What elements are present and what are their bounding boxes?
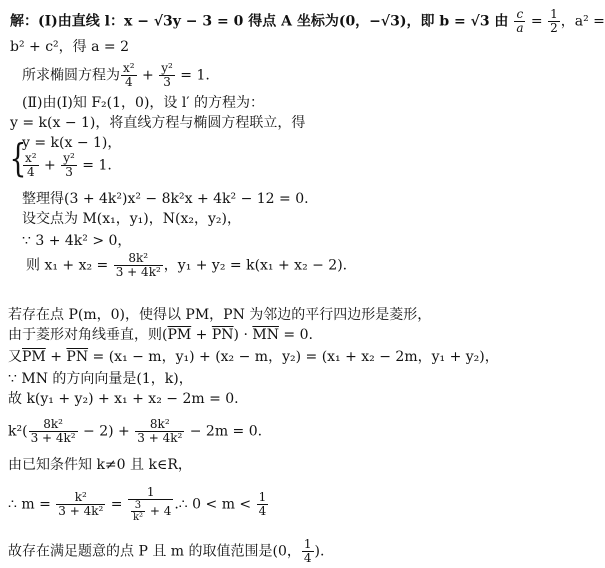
text: = (x₁ − m，y₁) + (x₂ − m，y₂) = (x₁ + x₂ − 2m，y₁ + y₂)， [88, 349, 499, 365]
text: + [45, 349, 67, 365]
text: + [39, 157, 61, 174]
text: = 0. [278, 327, 313, 343]
denominator: 3 [65, 165, 73, 179]
numerator: 1 [303, 537, 312, 551]
numerator: 1 [550, 7, 558, 21]
numerator: 1 [128, 486, 173, 500]
vieta-sum-line [26, 252, 347, 279]
text: 则 x₁ + x₂ = [26, 257, 113, 274]
text: 设交点为 M(x₁，y₁)，N(x₂，y₂)， [22, 211, 241, 227]
text: 解：(Ⅰ)由直线 l：x − √3y − 3 = 0 得点 A 坐标为(0，−√3)，即 b = √3 由 [10, 13, 514, 30]
system-line-2 [22, 152, 112, 179]
denominator: a [516, 21, 524, 35]
denominator: 4 [26, 165, 35, 179]
part2-intro-line [22, 94, 264, 112]
text: − 2m = 0. [185, 423, 263, 440]
numerator: y² [161, 61, 173, 75]
fraction-8k2 [114, 252, 163, 279]
part1-solution-line [10, 8, 605, 35]
fraction-one-half [548, 8, 560, 35]
text: 故 k(y₁ + y₂) + x₁ + x₂ − 2m = 0. [8, 391, 239, 407]
substitution-line [8, 418, 262, 445]
text: ∵ MN 的方向向量是(1，k)， [8, 371, 193, 387]
numerator: 8k² [114, 252, 163, 266]
text: + [191, 327, 212, 343]
conclusion-line [8, 538, 324, 565]
numerator: 8k² [135, 418, 184, 432]
condition-line [8, 456, 192, 474]
denominator: 3 [163, 75, 171, 89]
vector-pn: $\overline{PN}$ [66, 349, 89, 365]
direction-vector-line [8, 370, 193, 388]
fraction-3-over-k2 [131, 500, 145, 523]
text: .∴ 0 < m < [174, 496, 256, 513]
fraction-8k2 [29, 418, 78, 445]
text: + [137, 67, 159, 84]
quadratic-line [22, 190, 309, 208]
vector-pn: $\overline{PN}$ [211, 327, 234, 343]
fraction-k2 [56, 491, 105, 518]
text: y = k(x − 1)，将直线方程与椭圆方程联立，得 [10, 115, 306, 131]
text: 由已知条件知 k≠0 且 k∈R， [8, 457, 192, 473]
denominator: 4 [258, 504, 267, 518]
text: y = k(x − 1)， [22, 135, 122, 151]
system-brace: { [9, 136, 27, 180]
text: ) · [233, 327, 253, 343]
ellipse-equation-line [22, 62, 210, 89]
line-equation-line [10, 114, 305, 132]
text: = 1. [175, 67, 210, 84]
intersection-points-line [22, 210, 241, 228]
fraction-compound [128, 486, 173, 523]
text: = [526, 13, 548, 30]
text: 由于菱形对角线垂直，则( [8, 327, 168, 343]
fraction-y2-over-3 [159, 62, 175, 89]
denominator: 4 [124, 75, 133, 89]
system-line-1 [22, 134, 121, 152]
numerator: k² [56, 491, 105, 505]
a-value-line [10, 38, 129, 56]
fraction-x2-over-4 [121, 62, 137, 89]
numerator: 3 [131, 500, 145, 512]
numerator: x² [25, 151, 37, 165]
numerator: x² [123, 61, 135, 75]
fraction-8k2 [135, 418, 184, 445]
diagonal-perpendicular-line [8, 326, 313, 344]
fraction-c-over-a [514, 8, 525, 35]
denominator [128, 500, 173, 523]
text: b² + c²，得 a = 2 [10, 39, 129, 55]
text: (Ⅱ)由(Ⅰ)知 F₂(1，0)，设 l′ 的方程为： [22, 95, 264, 111]
fraction-one-quarter [302, 538, 314, 565]
text: ，a² = [560, 13, 605, 30]
numerator: c [514, 8, 525, 22]
denominator: 3 + 4k² [137, 431, 183, 445]
vector-pm: $\overline{PM}$ [22, 349, 46, 365]
text: 整理得(3 + 4k²)x² − 8k²x + 4k² − 12 = 0. [22, 191, 309, 207]
numerator: y² [63, 151, 75, 165]
text: ，y₁ + y₂ = k(x₁ + x₂ − 2). [163, 257, 348, 274]
text: 故存在满足题意的点 P 且 m 的取值范围是(0， [8, 543, 301, 560]
text: + 4 [146, 504, 172, 518]
text: k²( [8, 423, 28, 440]
denominator: 3 + 4k² [115, 265, 161, 279]
text: ∵ 3 + 4k² > 0， [22, 233, 132, 249]
denominator: 3 + 4k² [58, 504, 104, 518]
fraction-one-quarter [257, 491, 269, 518]
text: = [106, 496, 127, 513]
numerator: 1 [258, 490, 267, 504]
text: = 1. [77, 157, 112, 174]
fraction-y2-over-3 [61, 152, 77, 179]
text: − 2) + [78, 423, 135, 440]
dot-product-zero-line [8, 390, 239, 408]
text: 所求椭圆方程为 [22, 67, 120, 84]
fraction-x2-over-4 [23, 152, 39, 179]
denominator: 4 [303, 551, 312, 565]
denominator: k² [132, 512, 144, 523]
numerator: 8k² [29, 418, 78, 432]
vector-mn: $\overline{MN}$ [252, 327, 279, 343]
vector-pm: $\overline{PM}$ [167, 327, 192, 343]
vector-sum-line [8, 348, 499, 366]
text: 又 [8, 349, 22, 365]
rhombus-assumption-line [8, 306, 431, 324]
text: ∴ m = [8, 496, 56, 513]
denominator: 3 + 4k² [30, 431, 76, 445]
denominator: 2 [550, 21, 558, 35]
text: ). [314, 543, 325, 560]
m-expression-line [8, 486, 269, 523]
text: 若存在点 P(m，0)，使得以 PM，PN 为邻边的平行四边形是菱形， [8, 307, 432, 323]
discriminant-line [22, 232, 131, 250]
